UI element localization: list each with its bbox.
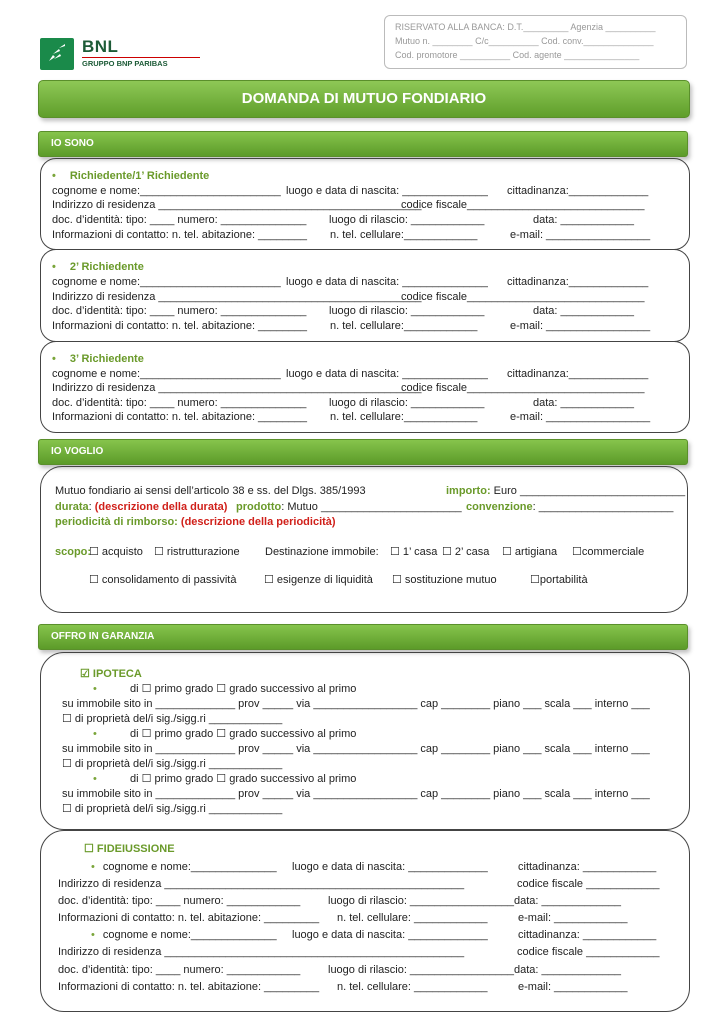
grado-options[interactable]: di ☐ primo grado ☐ grado successivo al primo	[130, 728, 357, 740]
immobile-field[interactable]: su immobile sito in _____________ prov _____ via _________________ cap ________ piano ___ scala ___ interno ___	[62, 698, 650, 710]
logo-divider	[82, 57, 200, 58]
email-field[interactable]: e-mail: _________________	[510, 229, 651, 241]
document-field[interactable]: doc. d’identità: tipo: ____ numero: ______________	[52, 305, 307, 317]
guarantor-fiscal-field[interactable]: codice fiscale ____________	[517, 878, 660, 890]
importo-field[interactable]: importo: Euro ___________________________	[446, 485, 686, 497]
applicant-heading: • 3’ Richiedente	[52, 353, 144, 365]
proprieta-field[interactable]: ☐ di proprietà del/i sig./sigg.ri ____________	[62, 758, 283, 770]
checkbox-1-casa[interactable]: ☐ 1’ casa	[390, 546, 438, 558]
bullet-icon: •	[52, 353, 56, 365]
checkbox-ristrutturazione[interactable]: ☐ ristrutturazione	[154, 546, 240, 558]
proprieta-field[interactable]: ☐ di proprietà del/i sig./sigg.ri ____________	[62, 713, 283, 725]
checkbox-sostituzione[interactable]: ☐ sostituzione mutuo	[392, 574, 497, 586]
logo-subtitle: GRUPPO BNP PARIBAS	[82, 59, 168, 68]
grado-options[interactable]: di ☐ primo grado ☐ grado successivo al primo	[130, 683, 357, 695]
checkbox-commerciale[interactable]: ☐commerciale	[572, 546, 645, 558]
fideiussione-checkbox[interactable]: ☐ FIDEIUSSIONE	[84, 843, 175, 855]
guarantor-residence-field[interactable]: Indirizzo di residenza _________________________________________________	[58, 946, 465, 958]
guarantor-residence-field[interactable]: Indirizzo di residenza _________________________________________________	[58, 878, 465, 890]
guarantor-home-phone-field[interactable]: Informazioni di contatto: n. tel. abitazione: _________	[58, 981, 320, 993]
bullet-icon: •	[93, 728, 97, 740]
checkbox-portabilita[interactable]: ☐portabilità	[530, 574, 588, 586]
citizenship-field[interactable]: cittadinanza:_____________	[507, 368, 649, 380]
guarantor-email-field[interactable]: e-mail: ____________	[518, 981, 628, 993]
bullet-icon: •	[52, 261, 56, 273]
email-field[interactable]: e-mail: _________________	[510, 320, 651, 332]
guarantor-document-field[interactable]: doc. d’identità: tipo: ____ numero: ____________	[58, 895, 301, 907]
periodicita-field[interactable]: periodicità di rimborso: (descrizione della periodicità)	[55, 516, 336, 528]
bnl-star-icon	[40, 38, 74, 70]
guarantor-mobile-field[interactable]: n. tel. cellulare: ____________	[337, 981, 488, 993]
destinazione-label: Destinazione immobile:	[265, 546, 379, 558]
residence-field[interactable]: Indirizzo di residenza ___________________________________________	[52, 199, 422, 211]
logo-name: BNL	[82, 37, 119, 56]
section-offro-garanzia: OFFRO IN GARANZIA	[38, 624, 688, 650]
scopo-label: scopo:	[55, 546, 92, 558]
home-phone-field[interactable]: Informazioni di contatto: n. tel. abitazione: ________	[52, 320, 308, 332]
guarantor-document-field[interactable]: doc. d’identità: tipo: ____ numero: ____________	[58, 964, 301, 976]
issue-date-field[interactable]: data: ____________	[533, 305, 634, 317]
guarantor-mobile-field[interactable]: n. tel. cellulare: ____________	[337, 912, 488, 924]
prodotto-field[interactable]: prodotto: Mutuo _______________________	[236, 501, 462, 513]
birth-field[interactable]: luogo e data di nascita: ______________	[286, 368, 488, 380]
name-field[interactable]: cognome e nome:_______________________	[52, 368, 281, 380]
birth-field[interactable]: luogo e data di nascita: ______________	[286, 276, 488, 288]
fiscal-code-field[interactable]: codice fiscale_____________________________	[401, 382, 645, 394]
guarantor-name-field[interactable]: • cognome e nome:______________	[91, 929, 277, 941]
mortgage-description: Mutuo fondiario ai sensi dell’articolo 38 e ss. del Dlgs. 385/1993	[55, 485, 366, 497]
guarantor-citizenship-field[interactable]: cittadinanza: ____________	[518, 929, 657, 941]
guarantor-issue-field[interactable]: luogo di rilascio: _________________	[328, 964, 514, 976]
name-field[interactable]: cognome e nome:_______________________	[52, 185, 281, 197]
reserved-line: Mutuo n. ________ C/c__________ Cod. conv.______________	[395, 36, 654, 46]
guarantor-email-field[interactable]: e-mail: ____________	[518, 912, 628, 924]
bullet-icon: •	[93, 773, 97, 785]
email-field[interactable]: e-mail: _________________	[510, 411, 651, 423]
bank-reserved-box	[384, 15, 687, 69]
guarantor-birth-field[interactable]: luogo e data di nascita: _____________	[292, 861, 488, 873]
grado-options[interactable]: di ☐ primo grado ☐ grado successivo al primo	[130, 773, 357, 785]
checkbox-acquisto[interactable]: ☐ acquisto	[89, 546, 143, 558]
checkbox-artigiana[interactable]: ☐ artigiana	[502, 546, 558, 558]
mobile-field[interactable]: n. tel. cellulare:____________	[330, 229, 478, 241]
issue-place-field[interactable]: luogo di rilascio: ____________	[329, 305, 485, 317]
section-io-voglio: IO VOGLIO	[38, 439, 688, 465]
fiscal-code-field[interactable]: codice fiscale_____________________________	[401, 291, 645, 303]
immobile-field[interactable]: su immobile sito in _____________ prov _____ via _________________ cap ________ piano ___ scala ___ interno ___	[62, 743, 650, 755]
bnl-logo	[40, 38, 205, 74]
citizenship-field[interactable]: cittadinanza:_____________	[507, 276, 649, 288]
bullet-icon: •	[93, 683, 97, 695]
document-field[interactable]: doc. d’identità: tipo: ____ numero: ______________	[52, 397, 307, 409]
fiscal-code-field[interactable]: codice fiscale_____________________________	[401, 199, 645, 211]
checkbox-2-casa[interactable]: ☐ 2’ casa	[442, 546, 490, 558]
guarantor-name-field[interactable]: • cognome e nome:______________	[91, 861, 277, 873]
guarantor-home-phone-field[interactable]: Informazioni di contatto: n. tel. abitazione: _________	[58, 912, 320, 924]
guarantor-birth-field[interactable]: luogo e data di nascita: _____________	[292, 929, 488, 941]
form-title: DOMANDA DI MUTUO FONDIARIO	[38, 80, 690, 118]
name-field[interactable]: cognome e nome:_______________________	[52, 276, 281, 288]
reserved-line: Cod. promotore __________ Cod. agente _______________	[395, 50, 640, 60]
issue-date-field[interactable]: data: ____________	[533, 214, 634, 226]
bullet-icon: •	[52, 170, 56, 182]
durata-field[interactable]: durata: (descrizione della durata)	[55, 501, 228, 513]
residence-field[interactable]: Indirizzo di residenza ___________________________________________	[52, 291, 422, 303]
guarantor-citizenship-field[interactable]: cittadinanza: ____________	[518, 861, 657, 873]
section-io-sono: IO SONO	[38, 131, 688, 157]
guarantor-date-field[interactable]: data: _____________	[514, 964, 622, 976]
ipoteca-checkbox[interactable]: ☑ IPOTECA	[80, 668, 142, 680]
guarantor-date-field[interactable]: data: _____________	[514, 895, 622, 907]
residence-field[interactable]: Indirizzo di residenza ___________________________________________	[52, 382, 422, 394]
citizenship-field[interactable]: cittadinanza:_____________	[507, 185, 649, 197]
mobile-field[interactable]: n. tel. cellulare:____________	[330, 320, 478, 332]
applicant-heading: • 2’ Richiedente	[52, 261, 144, 273]
guarantor-fiscal-field[interactable]: codice fiscale ____________	[517, 946, 660, 958]
checkbox-liquidita[interactable]: ☐ esigenze di liquidità	[264, 574, 373, 586]
issue-place-field[interactable]: luogo di rilascio: ____________	[329, 214, 485, 226]
document-field[interactable]: doc. d’identità: tipo: ____ numero: ______________	[52, 214, 307, 226]
proprieta-field[interactable]: ☐ di proprietà del/i sig./sigg.ri ____________	[62, 803, 283, 815]
birth-field[interactable]: luogo e data di nascita: ______________	[286, 185, 488, 197]
immobile-field[interactable]: su immobile sito in _____________ prov _____ via _________________ cap ________ piano ___ scala ___ interno ___	[62, 788, 650, 800]
home-phone-field[interactable]: Informazioni di contatto: n. tel. abitazione: ________	[52, 229, 308, 241]
convenzione-field[interactable]: convenzione: ______________________	[466, 501, 674, 513]
issue-place-field[interactable]: luogo di rilascio: ____________	[329, 397, 485, 409]
mobile-field[interactable]: n. tel. cellulare:____________	[330, 411, 478, 423]
issue-date-field[interactable]: data: ____________	[533, 397, 634, 409]
applicant-heading: • Richiedente/1’ Richiedente	[52, 170, 210, 182]
reserved-line: RISERVATO ALLA BANCA: D.T._________ Agenzia __________	[395, 22, 656, 32]
guarantor-issue-field[interactable]: luogo di rilascio: _________________	[328, 895, 514, 907]
home-phone-field[interactable]: Informazioni di contatto: n. tel. abitazione: ________	[52, 411, 308, 423]
checkbox-consolidamento[interactable]: ☐ consolidamento di passività	[89, 574, 237, 586]
